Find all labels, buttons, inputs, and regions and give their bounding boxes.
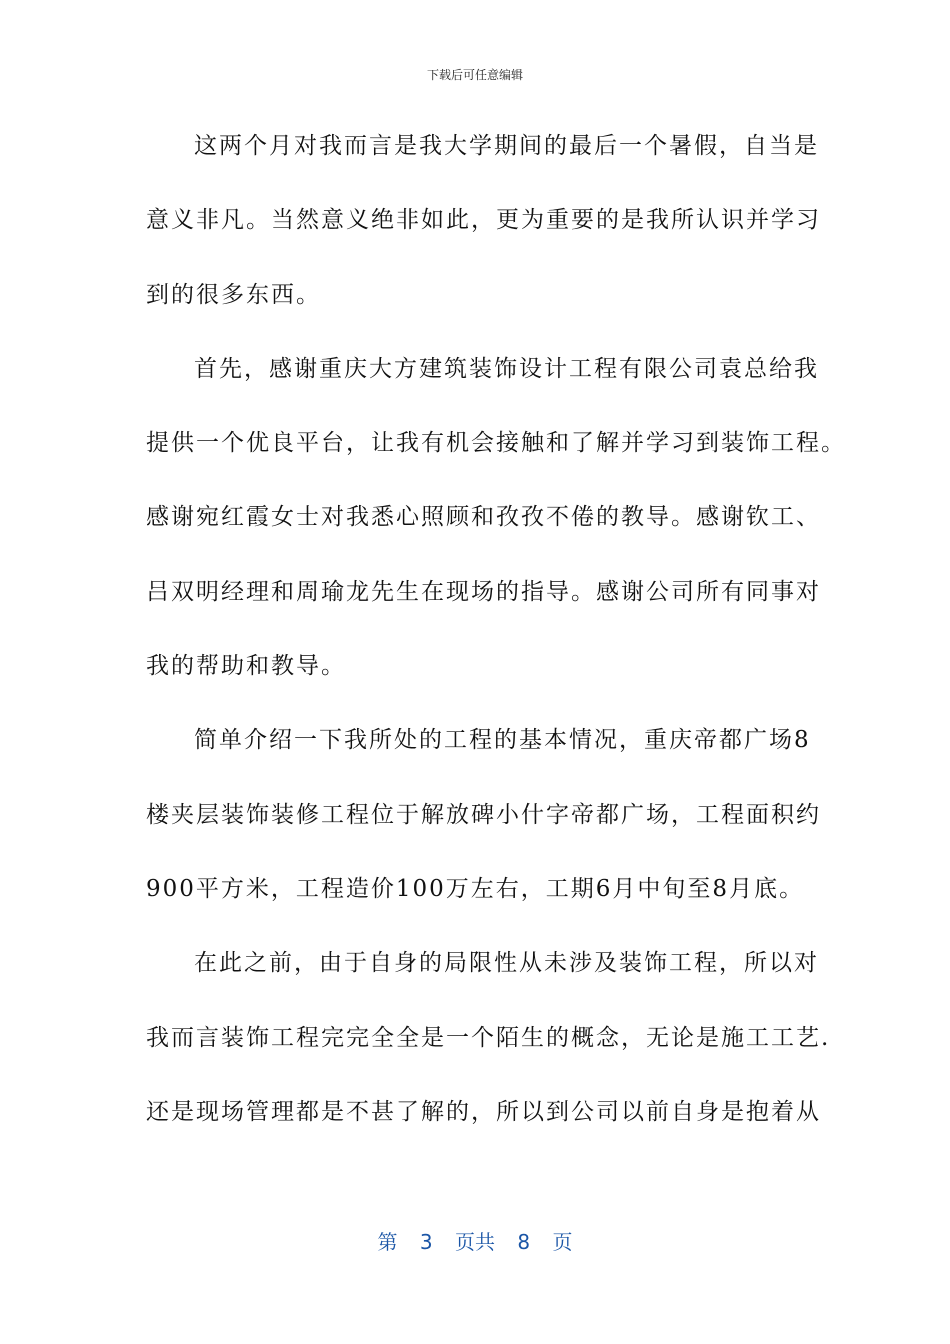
footer-suffix: 页: [552, 1230, 573, 1254]
paragraph-line: 在此之前，由于自身的局限性从未涉及装饰工程，所以对: [194, 950, 819, 977]
footer-total-pages: 8: [517, 1230, 531, 1254]
paragraph-line: 楼夹层装饰装修工程位于解放碑小什字帝都广场，工程面积约: [146, 801, 821, 828]
footer-middle: 页共: [455, 1230, 495, 1254]
paragraph-line: 简单介绍一下我所处的工程的基本情况，重庆帝都广场8: [194, 727, 811, 754]
paragraph-line: 我的帮助和教导。: [146, 653, 346, 680]
footer-page-number: 3: [419, 1230, 433, 1254]
paragraph-line: 首先，感谢重庆大方建筑装饰设计工程有限公司袁总给我: [194, 355, 819, 382]
header-note: 下载后可任意编辑: [426, 68, 523, 82]
paragraph-line: 感谢宛红霞女士对我悉心照顾和孜孜不倦的教导。感谢钦工、: [146, 504, 821, 531]
paragraph-line: 提供一个优良平台，让我有机会接触和了解并学习到装饰工程。: [146, 430, 846, 457]
paragraph-line: 900平方米，工程造价100万左右，工期6月中旬至8月底。: [146, 875, 805, 902]
paragraph-line: 到的很多东西。: [146, 281, 321, 308]
paragraph-line: 意义非凡。当然意义绝非如此，更为重要的是我所认识并学习: [146, 207, 821, 234]
paragraph-line: 这两个月对我而言是我大学期间的最后一个暑假，自当是: [194, 133, 819, 159]
body-text: [146, 128, 846, 1168]
paragraph-line: 我而言装饰工程完完全全是一个陌生的概念，无论是施工工艺.: [146, 1024, 831, 1051]
footer-prefix: 第: [377, 1230, 398, 1254]
paragraph-line: 吕双明经理和周瑜龙先生在现场的指导。感谢公司所有同事对: [146, 578, 821, 605]
paragraph-line: 还是现场管理都是不甚了解的，所以到公司以前自身是抱着从: [146, 1098, 821, 1125]
page-footer: [0, 1226, 950, 1255]
